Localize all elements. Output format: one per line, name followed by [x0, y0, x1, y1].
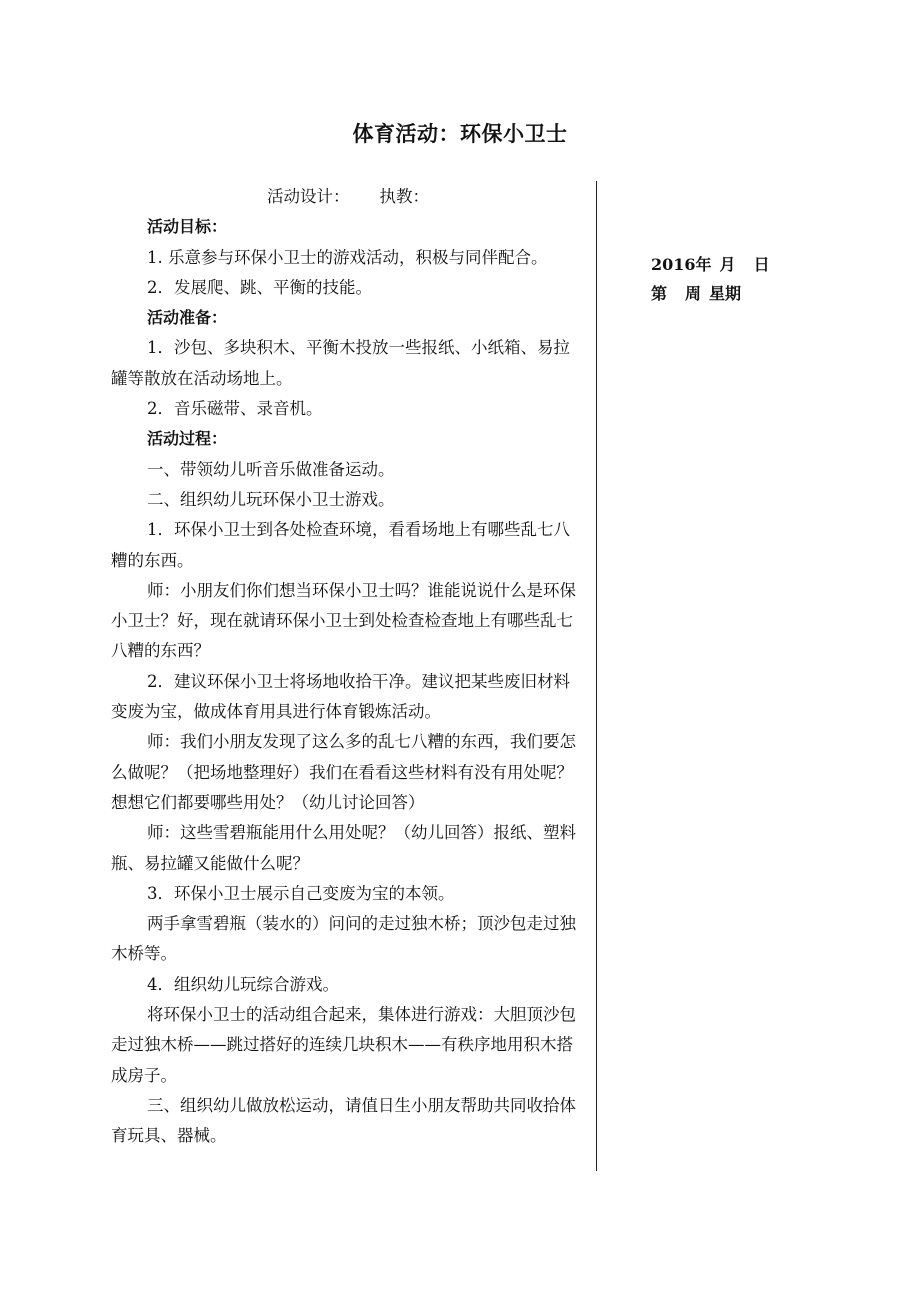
week-line [651, 279, 770, 308]
week-prefix: 第 [651, 284, 668, 303]
date-sidebar [651, 250, 770, 308]
goal-item: 2．发展爬、跳、平衡的技能。 [147, 277, 372, 297]
teacher-label: 执教： [379, 187, 429, 206]
process-paragraph: 师：我们小朋友发现了这么多的乱七八糟的东西，我们要怎么做呢？（把场地整理好）我们在看看这些材料有没有用处呢？想想它们都要哪些用处？（幼儿讨论回答） [111, 732, 576, 812]
process-paragraph: 三、组织幼儿做放松运动，请值日生小朋友帮助共同收拾体育玩具、器械。 [111, 1095, 576, 1146]
prep-item: 1．沙包、多块积木、平衡木投放一些报纸、小纸箱、易拉罐等散放在活动场地上。 [111, 338, 570, 388]
day-label: 日 [753, 255, 770, 274]
prep-heading: 活动准备： [147, 308, 228, 328]
process-paragraph: 4．组织幼儿玩综合游戏。 [147, 974, 339, 994]
year-label: 2016年 [651, 255, 712, 274]
page-title: 体育活动：环保小卫士 [352, 122, 568, 146]
weekday-label: 星期 [709, 284, 742, 303]
process-paragraph: 将环保小卫士的活动组合起来，集体进行游戏：大胆顶沙包走过独木桥——跳过搭好的连续几块积木——有秩序地用积木搭成房子。 [111, 1005, 576, 1085]
design-line [111, 182, 585, 212]
column-divider [596, 181, 597, 1171]
process-paragraph: 一、带领幼儿听音乐做准备运动。 [147, 459, 395, 479]
design-label: 活动设计： [267, 187, 350, 206]
process-paragraph: 师：这些雪碧瓶能用什么用处呢？（幼儿回答）报纸、塑料瓶、易拉罐又能做什么呢？ [111, 823, 576, 873]
week-suffix: 周 [685, 284, 702, 303]
process-paragraph: 两手拿雪碧瓶（装水的）问问的走过独木桥；顶沙包走过独木桥等。 [111, 914, 576, 964]
process-paragraph: 2．建议环保小卫士将场地收拾干净。建议把某些废旧材料变废为宝，做成体育用具进行体育锻炼活动。 [111, 671, 570, 722]
goal-item: 1. 乐意参与环保小卫士的游戏活动，积极与同伴配合。 [147, 247, 548, 267]
process-paragraph: 3．环保小卫士展示自己变废为宝的本领。 [147, 883, 455, 903]
date-line [651, 250, 770, 279]
month-label: 月 [719, 255, 736, 274]
lesson-plan-body [111, 182, 585, 1152]
process-paragraph: 师：小朋友们你们想当环保小卫士吗？谁能说说什么是环保小卫士？好，现在就请环保小卫士到处检查检查地上有哪些乱七八糟的东西？ [111, 580, 576, 661]
process-paragraph: 1．环保小卫士到各处检查环境，看看场地上有哪些乱七八糟的东西。 [111, 520, 570, 570]
process-paragraph: 二、组织幼儿玩环保小卫士游戏。 [147, 489, 395, 509]
goals-heading: 活动目标： [147, 217, 228, 237]
process-heading: 活动过程： [147, 429, 228, 449]
prep-item: 2．音乐磁带、录音机。 [147, 399, 323, 419]
